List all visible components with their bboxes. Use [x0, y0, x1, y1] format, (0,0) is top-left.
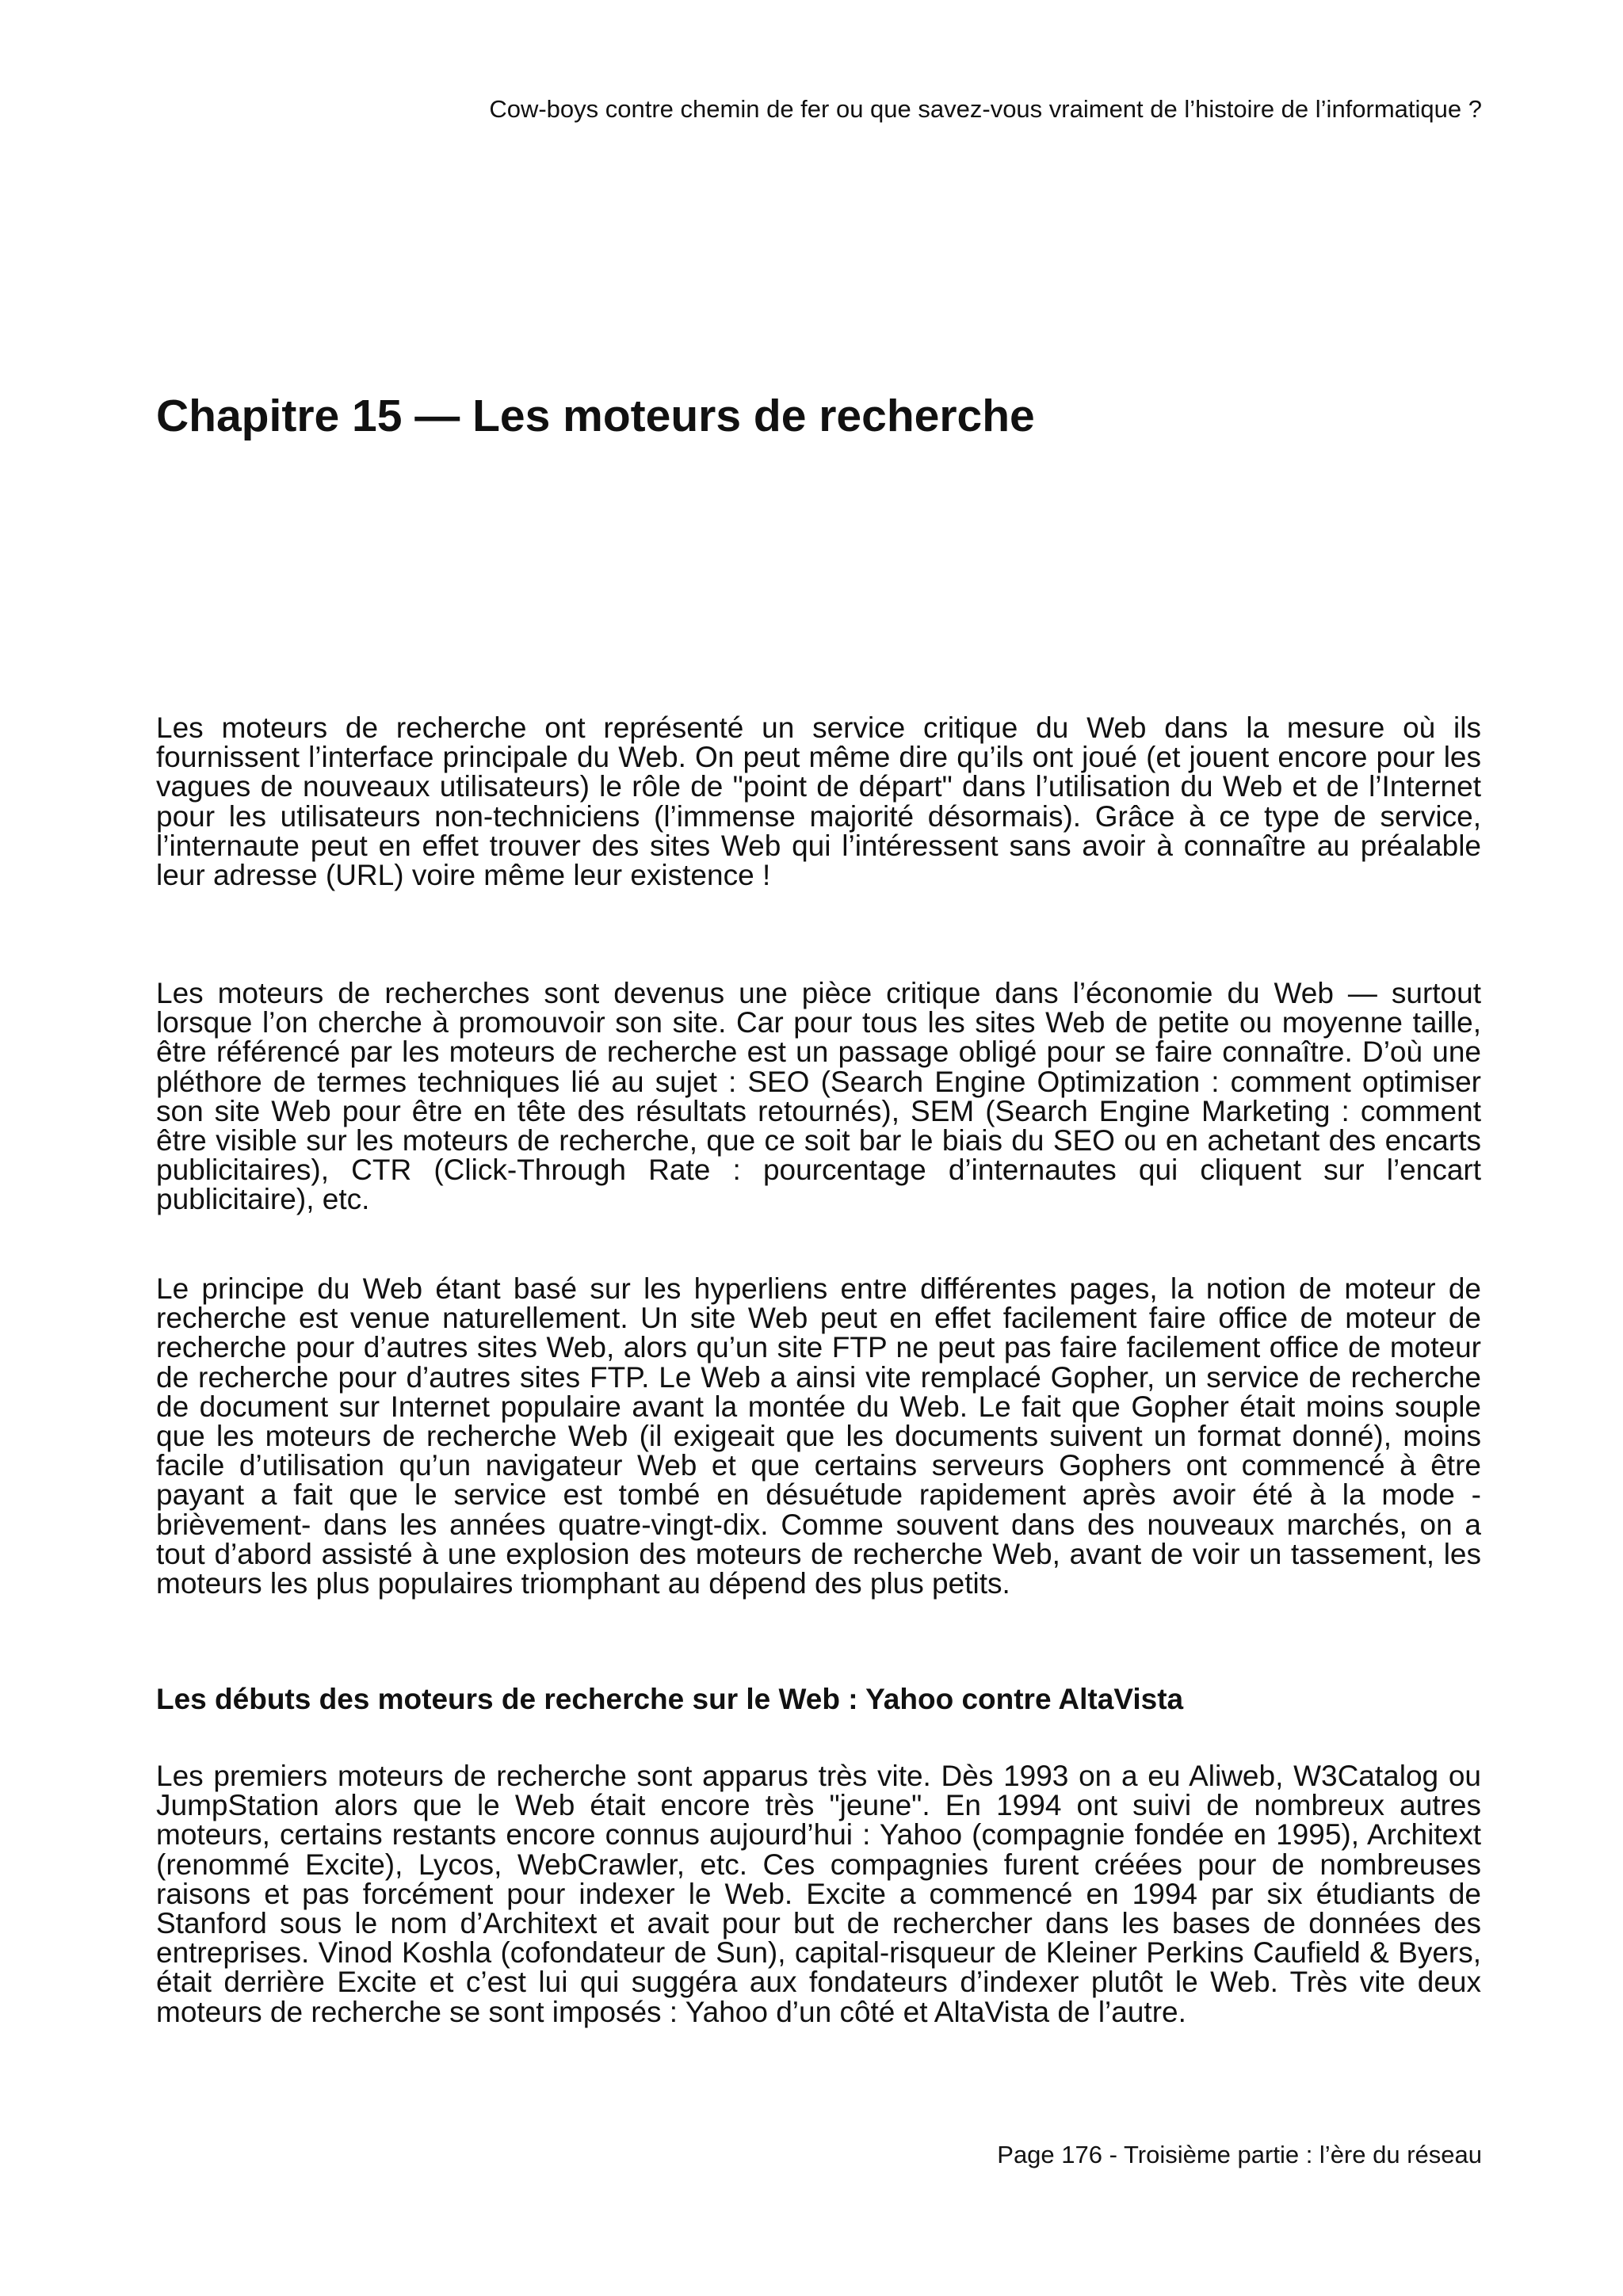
- body-paragraph-4: Les premiers moteurs de recherche sont apparus très vite. Dès 1993 on a eu Aliweb, W3Catalog ou JumpStation alors que le Web était encore très "jeune". En 1994 ont suivi de nombreux autres moteurs, certains restants encore connus aujourd’hui : Yahoo (compagnie fondée en 1995), Architext (renommé Excite), Lycos, WebCrawler, etc. Ces compagnies furent créées pour de nombreuses raisons et pas forcément pour indexer le Web. Excite a commencé en 1994 par six étudiants de Stanford sous le nom d’Architext et avait pour but de rechercher dans les bases de données des entreprises. Vinod Koshla (cofondateur de Sun), capital-risqueur de Kleiner Perkins Caufield & Byers, était derrière Excite et c’est lui qui suggéra aux fondateurs d’indexer plutôt le Web. Très vite deux moteurs de recherche se sont imposés : Yahoo d’un côté et AltaVista de l’autre.: [156, 1760, 1481, 2028]
- section-heading: Les débuts des moteurs de recherche sur le Web : Yahoo contre AltaVista: [156, 1683, 1184, 1715]
- body-paragraph-2: Les moteurs de recherches sont devenus une pièce critique dans l’économie du Web — surtout lorsque l’on cherche à promouvoir son site. Car pour tous les sites Web de petite ou moyenne taille, être référencé par les moteurs de recherche est un passage obligé pour se faire connaître. D’où une pléthore de termes techniques lié au sujet : SEO (Search Engine Optimization : comment optimiser son site Web pour être en tête des résultats retournés), SEM (Search Engine Marketing : comment être visible sur les moteurs de recherche, que ce soit bar le biais du SEO ou en achetant des encarts publicitaires), CTR (Click-Through Rate : pourcentage d’internautes qui cliquent sur l’encart publicitaire), etc.: [156, 977, 1481, 1216]
- body-paragraph-1: Les moteurs de recherche ont représenté un service critique du Web dans la mesure où ils fournissent l’interface principale du Web. On peut même dire qu’ils ont joué (et jouent encore pour les vagues de nouveaux utilisateurs) le rôle de "point de départ" dans l’utilisation du Web et de l’Internet pour les utilisateurs non-techniciens (l’immense majorité désormais). Grâce à ce type de service, l’internaute peut en effet trouver des sites Web qui l’intéressent sans avoir à connaître au préalable leur adresse (URL) voire même leur existence !: [156, 711, 1481, 892]
- chapter-title: Chapitre 15 — Les moteurs de recherche: [156, 391, 1035, 441]
- page-footer: Page 176 - Troisième partie : l’ère du réseau: [997, 2141, 1482, 2168]
- body-paragraph-3: Le principe du Web étant basé sur les hyperliens entre différentes pages, la notion de moteur de recherche est venue naturellement. Un site Web peut en effet facilement faire office de moteur de recherche pour d’autres sites Web, alors qu’un site FTP ne peut pas faire facilement office de moteur de recherche pour d’autres sites FTP. Le Web a ainsi vite remplacé Gopher, un service de recherche de document sur Internet populaire avant la montée du Web. Le fait que Gopher était moins souple que les moteurs de recherche Web (il exigeait que les documents suivent un format donné), moins facile d’utilisation qu’un navigateur Web et que certains serveurs Gophers ont commencé à être payant a fait que le service est tombé en désuétude rapidement après avoir été à la mode -brièvement- dans les années quatre-vingt-dix. Comme souvent dans des nouveaux marchés, on a tout d’abord assisté à une explosion des moteurs de recherche Web, avant de voir un tassement, les moteurs les plus populaires triomphant au dépend des plus petits.: [156, 1272, 1481, 1600]
- running-header: Cow-boys contre chemin de fer ou que savez-vous vraiment de l’histoire de l’informatique ?: [489, 95, 1482, 123]
